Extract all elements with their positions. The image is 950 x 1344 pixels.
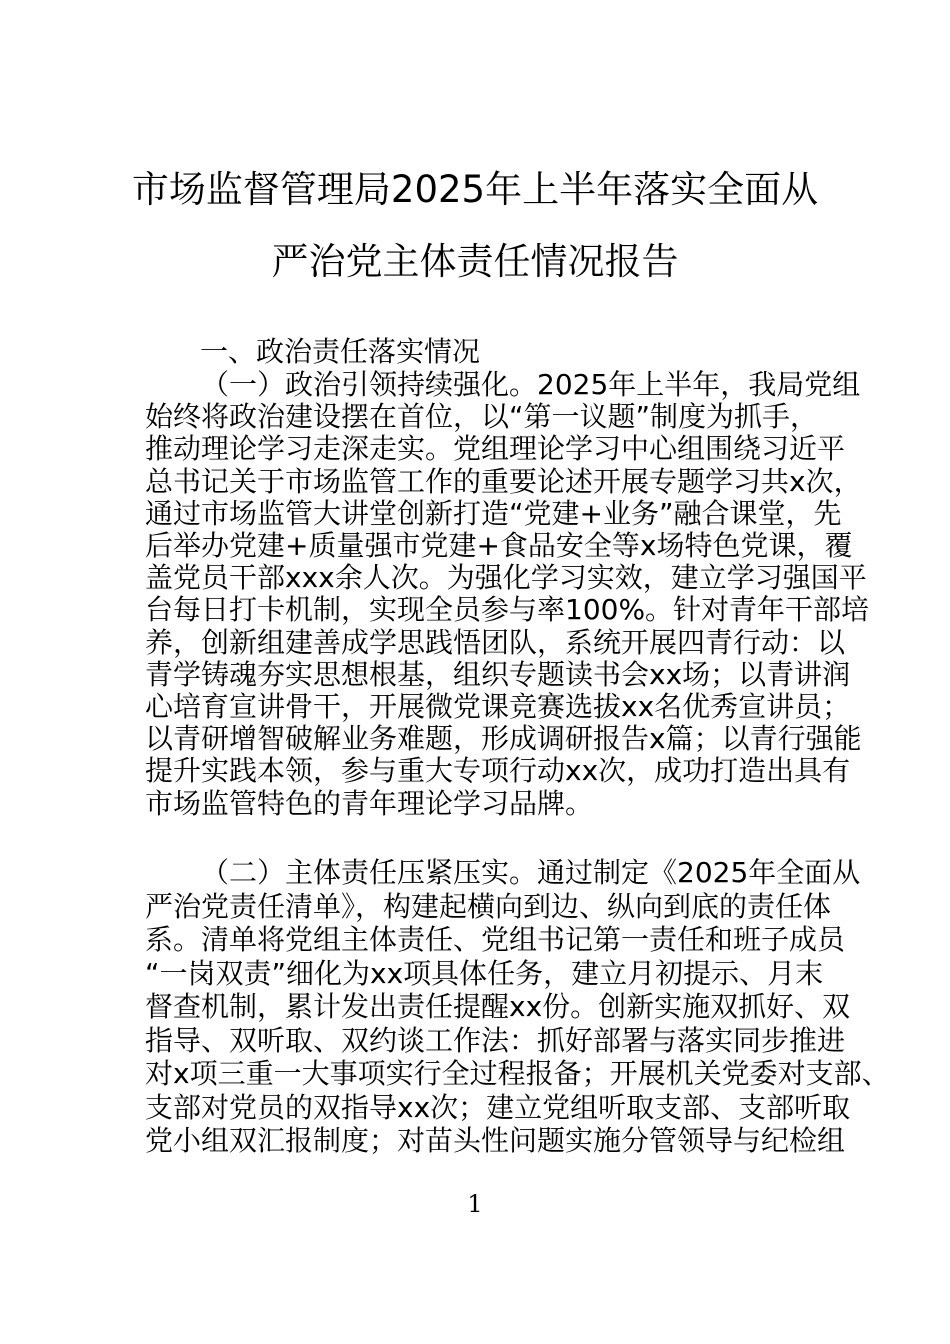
text-line: 市场监管特色的青年理论学习品牌。: [145, 786, 594, 820]
text-line: 养，创新组建善成学思践悟团队，系统开展四青行动：以: [145, 625, 846, 659]
document-title-line-2: 严治党主体责任情况报告: [271, 240, 679, 283]
text-line: 指导、双听取、双约谈工作法：抓好部署与落实同步推进: [145, 1023, 846, 1057]
text-line: 总书记关于市场监管工作的重要论述开展专题学习共x次，: [145, 464, 862, 498]
text-line: 系。清单将党组主体责任、党组书记第一责任和班子成员: [145, 923, 846, 956]
text-line: 心培育宣讲骨干，开展微党课竞赛选拔xx名优秀宣讲员；: [145, 690, 851, 724]
paragraph-main-responsibility: [145, 856, 890, 1158]
text-line: 始终将政治建设摆在首位，以“第一议题”制度为抓手，: [145, 400, 819, 434]
text-line: 后举办党建+质量强市党建+食品安全等x场特色党课，覆: [145, 529, 853, 563]
text-line: 台每日打卡机制，实现全员参与率100%。针对青年干部培: [145, 593, 870, 627]
section-heading: 一、政治责任落实情况: [200, 335, 481, 368]
text-line: 党小组双汇报制度；对苗头性问题实施分管领导与纪检组: [145, 1124, 846, 1157]
text-line: 对x项三重一大事项实行全过程报备；开展机关党委对支部、: [145, 1057, 890, 1090]
text-line: （二）主体责任压紧压实。通过制定《2025年全面从: [201, 856, 861, 889]
text-line: 盖党员干部xxx余人次。为强化学习实效，建立学习强国平: [145, 561, 867, 595]
text-line: “一岗双责”细化为xx项具体任务，建立月初提示、月末: [145, 956, 824, 990]
document-title-line-1: 市场监督管理局2025年上半年落实全面从: [131, 168, 819, 211]
text-line: 青学铸魂夯实思想根基，组织专题读书会xx场；以青讲润: [145, 657, 851, 691]
text-line: 督查机制，累计发出责任提醒xx份。创新实施双抓好、双: [145, 990, 851, 1023]
page-number: 1: [467, 1190, 483, 1218]
text-line: 以青研增智破解业务难题，形成调研报告x篇；以青行强能: [145, 722, 862, 756]
text-line: 提升实践本领，参与重大专项行动xx次，成功打造出具有: [145, 754, 851, 788]
text-line: 支部对党员的双指导xx次；建立党组听取支部、支部听取: [145, 1090, 851, 1124]
text-line: （一）政治引领持续强化。2025年上半年，我局党组: [201, 368, 861, 401]
paragraph-political-leadership: [145, 368, 870, 820]
text-line: 推动理论学习走深走实。党组理论学习中心组围绕习近平: [145, 432, 846, 466]
text-line: 通过市场监管大讲堂创新打造“党建+业务”融合课堂，先: [145, 496, 842, 530]
text-line: 严治党责任清单》，构建起横向到边、纵向到底的责任体: [145, 889, 832, 923]
